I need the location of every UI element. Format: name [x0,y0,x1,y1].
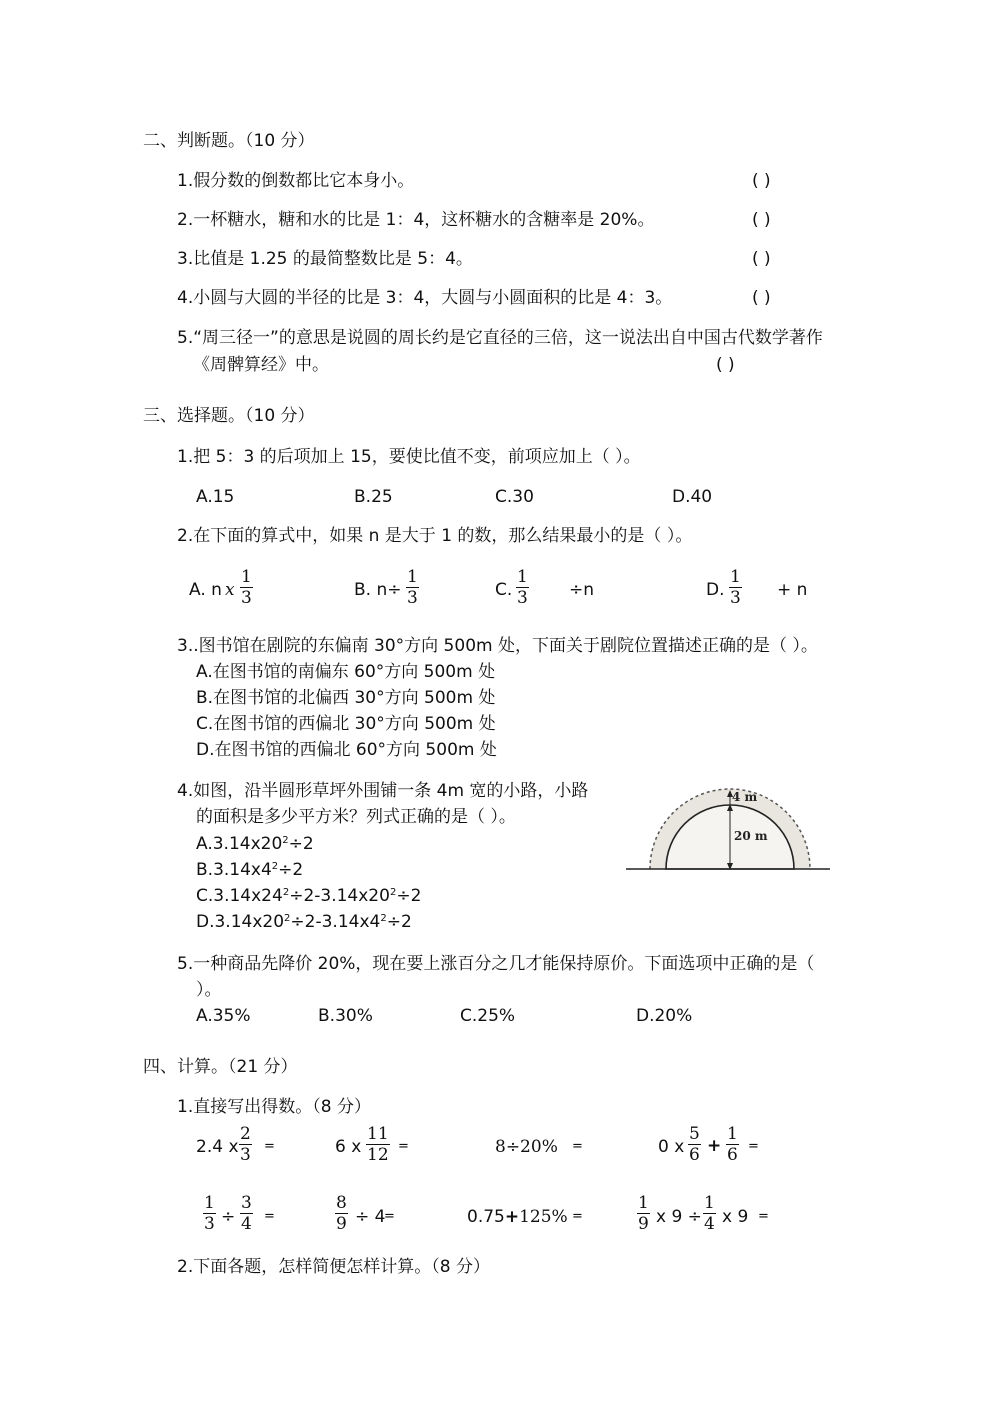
fraction-numerator: 1 [204,1193,215,1213]
choice-q2-option-d-suffix: + n [777,580,808,600]
judge-q1: 1.假分数的倒数都比它本身小。 [177,171,415,191]
calc-r2-e4-middle: x 9 ÷ [656,1207,702,1227]
judge-q5-answer-paren[interactable]: ( ) [716,355,735,375]
choice-q5-line2: ）。 [196,980,222,1000]
fraction-denominator: 3 [730,588,741,609]
calc-r1-e3-equals[interactable]: = [572,1139,583,1154]
option-c-tail: ÷2 [396,886,422,906]
choice-q2-option-b-prefix[interactable]: B. n÷ [354,580,402,600]
calc-sub1-title: 1.直接写出得数。（8 分） [177,1097,371,1117]
calc-r1-e4-prefix: 0 x [658,1137,685,1157]
option-c-part1: C.3.14x24 [196,886,283,906]
fraction-denominator: 9 [638,1214,649,1235]
calc-r2-e2-fraction [335,1194,348,1233]
choice-q2-option-a-prefix[interactable]: A. n [189,580,222,600]
choice-section-title: 三、选择题。（10 分） [143,406,315,426]
calc-r1-e3: 8÷20% [495,1137,558,1157]
calc-r1-e4-plus: + [707,1136,722,1156]
square-exponent: 2 [282,887,290,898]
choice-q3-option-a[interactable]: A.在图书馆的南偏东 60°方向 500m 处 [196,662,496,682]
choice-q4-option-a[interactable] [196,833,314,855]
calc-r1-e4-fraction2 [726,1125,739,1164]
choice-q1-option-c[interactable]: C.30 [495,487,534,507]
option-d-part1: D.3.14x20 [196,912,285,932]
choice-q4-line2: 的面积是多少平方米？列式正确的是（ ）。 [196,807,516,827]
choice-q5-option-a[interactable]: A.35% [196,1006,251,1026]
fraction-numerator: 1 [407,567,418,587]
judge-section-title: 二、判断题。（10 分） [143,131,315,151]
calc-r1-e4-fraction1 [688,1125,701,1164]
calc-r1-e4-equals[interactable]: = [748,1139,759,1154]
fraction-denominator: 3 [240,1145,251,1166]
fraction-denominator: 6 [727,1145,738,1166]
choice-q5-line1: 5.一种商品先降价 20%，现在要上涨百分之几才能保持原价。下面选项中正确的是（ [177,954,815,974]
choice-q1-option-b[interactable]: B.25 [354,487,393,507]
choice-q3-option-c[interactable]: C.在图书馆的西偏北 30°方向 500m 处 [196,714,496,734]
calc-r2-e1-fraction2 [240,1194,253,1233]
judge-q5-line1: 5.“周三径一”的意思是说圆的周长约是它直径的三倍，这一说法出自中国古代数学著作 [177,328,823,348]
fraction-denominator: 9 [336,1214,347,1235]
choice-q2-option-d-prefix[interactable]: D. [706,580,725,600]
calc-r1-e2-prefix: 6 x [335,1137,362,1157]
fraction-numerator: 1 [517,567,528,587]
fraction-numerator: 1 [638,1193,649,1213]
fraction-numerator: 1 [704,1193,715,1213]
fraction-numerator: 11 [367,1124,389,1144]
choice-q3-option-d[interactable]: D.在图书馆的西偏北 60°方向 500m 处 [196,740,497,760]
calc-r1-e2-equals[interactable]: = [398,1139,409,1154]
fraction-numerator: 1 [730,567,741,587]
judge-q4: 4.小圆与大圆的半径的比是 3：4，大圆与小圆面积的比是 4：3。 [177,288,673,308]
calc-r1-e1-fraction [239,1125,252,1164]
calc-r2-e1-fraction1 [203,1194,216,1233]
semicircle-lawn-figure [620,775,840,875]
calc-r2-e2-tail: ÷ 4 [355,1207,386,1227]
fraction-numerator: 1 [727,1124,738,1144]
fraction-denominator: 3 [407,588,418,609]
choice-q3: 3..图书馆在剧院的东偏南 30°方向 500m 处，下面关于剧院位置描述正确的是（ ）。 [177,636,818,656]
judge-q4-answer-paren[interactable]: ( ) [752,288,771,308]
choice-q5-option-d[interactable]: D.20% [636,1006,693,1026]
calc-r2-e4-tail: x 9 [722,1207,749,1227]
calc-section-title: 四、计算。（21 分） [143,1057,298,1077]
calc-r2-e3-b: 125% [519,1207,568,1227]
option-a-base: A.3.14x20 [196,834,283,854]
fraction-denominator: 3 [517,588,528,609]
fraction-numerator: 5 [689,1124,700,1144]
choice-q5-option-b[interactable]: B.30% [318,1006,373,1026]
square-exponent: 2 [271,861,279,872]
choice-q3-option-b[interactable]: B.在图书馆的北偏西 30°方向 500m 处 [196,688,496,708]
choice-q4-line1: 4.如图，沿半圆形草坪外围铺一条 4m 宽的小路，小路 [177,781,589,801]
fraction-numerator: 1 [241,567,252,587]
choice-q2-option-a-fraction [240,568,253,607]
choice-q1-option-a[interactable]: A.15 [196,487,235,507]
calc-r1-e1-equals[interactable]: = [264,1139,275,1154]
calc-r2-e3-plus: + [504,1207,520,1227]
fraction-denominator: 12 [367,1145,389,1166]
fraction-denominator: 4 [241,1214,252,1235]
choice-q1: 1.把 5：3 的后项加上 15，要使比值不变，前项应加上（ ）。 [177,447,641,467]
fraction-denominator: 6 [689,1145,700,1166]
calc-r2-e3-a: 0.75 [467,1207,505,1227]
choice-q4-option-c[interactable] [196,885,421,907]
option-c-part2: ÷2-3.14x20 [289,886,390,906]
option-a-tail: ÷2 [288,834,314,854]
choice-q2: 2.在下面的算式中，如果 n 是大于 1 的数，那么结果最小的是（ ）。 [177,526,693,546]
square-exponent: 2 [284,913,291,924]
choice-q2-option-d-fraction [729,568,742,607]
judge-q3-answer-paren[interactable]: ( ) [752,249,771,269]
option-b-tail: ÷2 [278,860,304,880]
calc-r2-e3-equals[interactable]: = [572,1209,583,1224]
option-d-part2: ÷2-3.14x4 [290,912,381,932]
choice-q2-option-a-multiply: x [225,580,235,600]
square-exponent: 2 [380,913,387,924]
calc-r2-e4-equals[interactable]: = [758,1209,769,1224]
choice-q2-option-b-fraction [406,568,419,607]
figure-label-radius: 20 m [734,829,768,843]
square-exponent: 2 [389,887,397,898]
calc-r2-e4-fraction2 [703,1194,716,1233]
choice-q1-option-d[interactable]: D.40 [672,487,713,507]
option-d-tail: ÷2 [386,912,412,932]
option-b-base: B.3.14x4 [196,860,272,880]
choice-q2-option-c-suffix: ÷n [569,580,595,600]
choice-q4-option-b[interactable] [196,859,303,881]
calc-r1-e2-fraction [366,1125,390,1164]
calc-r2-e1-divide: ÷ [221,1207,236,1227]
calc-r2-e1-equals[interactable]: = [264,1209,275,1224]
judge-q2: 2.一杯糖水，糖和水的比是 1：4，这杯糖水的含糖率是 20%。 [177,210,655,230]
judge-q2-answer-paren[interactable]: ( ) [752,210,771,230]
figure-label-outer-width: 4 m [732,790,758,804]
calc-r2-e2-equals[interactable]: = [384,1209,395,1224]
choice-q4-option-d[interactable] [196,911,412,933]
choice-q2-option-c-prefix[interactable]: C. [495,580,513,600]
calc-r2-e4-fraction1 [637,1194,650,1233]
fraction-denominator: 3 [204,1214,215,1235]
judge-q5-line2: 《周髀算经》中。 [193,355,329,375]
square-exponent: 2 [282,835,289,846]
choice-q2-option-c-fraction [516,568,529,607]
judge-q1-answer-paren[interactable]: ( ) [752,171,771,191]
fraction-numerator: 2 [240,1124,251,1144]
calc-sub2-title: 2.下面各题，怎样简便怎样计算。（8 分） [177,1257,490,1277]
fraction-denominator: 4 [704,1214,715,1235]
calc-r1-e1-prefix: 2.4 x [196,1137,239,1157]
calc-r2-e3 [467,1206,568,1228]
fraction-numerator: 3 [241,1193,252,1213]
judge-q3: 3.比值是 1.25 的最简整数比是 5：4。 [177,249,473,269]
choice-q5-option-c[interactable]: C.25% [460,1006,516,1026]
fraction-denominator: 3 [241,588,252,609]
fraction-numerator: 8 [336,1193,347,1213]
